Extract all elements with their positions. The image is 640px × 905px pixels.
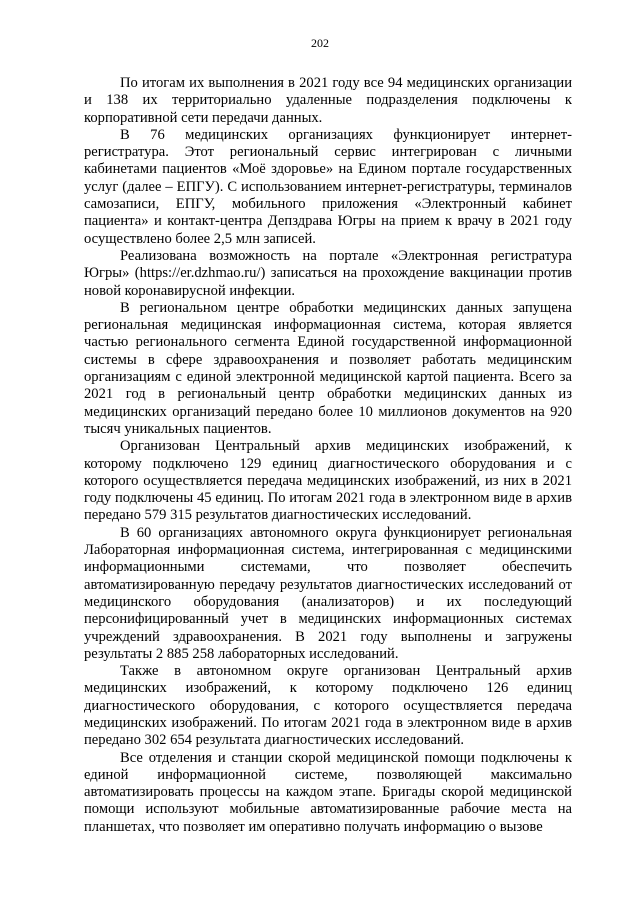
paragraph-laboratory-system: В 60 организациях автономного округа функционирует региональная Лабораторная информационная система, интегрированная с медицинскими информационными системами, что позволяет обеспечить автоматизированную передачу результатов диагностических исследований от медицинского оборудования (анализаторов) и их последующий персонифицированный учет в медицинских информационных системах учреждений здравоохранения. В 2021 году выполнены и загружены результаты 2 885 258 лабораторных исследований. [84, 524, 572, 662]
body-text [84, 75, 572, 836]
page-number: 202 [311, 36, 329, 50]
paragraph-vaccination-booking: Реализована возможность на портале «Электронная регистратура Югры» (https://er.dzhmao.ru/) записаться на прохождение вакцинации против новой коронавирусной инфекции. [84, 247, 572, 299]
paragraph-second-image-archive: Также в автономном округе организован Центральный архив медицинских изображений, к которому подключено 126 единиц диагностического оборудования, с которого осуществляется передача медицинских изображений. По итогам 2021 года в электронном виде в архив передано 302 654 результата диагностических исследований. [84, 663, 572, 749]
paragraph-internet-registry: В 76 медицинских организациях функционирует интернет-регистратура. Этот региональный сервис интегрирован с личными кабинетами пациентов «Моё здоровье» на Едином портале государственных услуг (далее – ЕПГУ). С использованием интернет-регистратуры, терминалов самозаписи, ЕПГУ, мобильного приложения «Электронный кабинет пациента» и контакт-центра Депздрава Югры на прием к врачу в 2021 году осуществлено более 2,5 млн записей. [84, 126, 572, 247]
paragraph-image-archive: Организован Центральный архив медицинских изображений, к которому подключено 129 единиц диагностического оборудования и с которого осуществляется передача медицинских изображений, из них в 2021 году подключены 45 единиц. По итогам 2021 года в электронном виде в архив передано 579 315 результатов диагностических исследований. [84, 438, 572, 524]
paragraph-ambulance: Все отделения и станции скорой медицинской помощи подключены к единой информационной системе, позволяющей максимально автоматизировать процессы на каждом этапе. Бригады скорой медицинской помощи используют мобильные автоматизированные рабочие места на планшетах, что позволяет им оперативно получать информацию о вызове [84, 749, 572, 835]
paragraph-network: По итогам их выполнения в 2021 году все 94 медицинских организации и 138 их территориально удаленные подразделения подключены к корпоративной сети передачи данных. [84, 75, 572, 126]
paragraph-medical-data-center: В региональном центре обработки медицинских данных запущена региональная медицинская информационная система, которая является частью регионального сегмента Единой государственной информационной системы в сфере здравоохранения и позволяет работать медицинским организациям с единой электронной медицинской картой пациента. Всего за 2021 год в региональный центр обработки медицинских данных из медицинских организаций передано более 10 миллионов документов на 920 тысяч уникальных пациентов. [84, 299, 572, 437]
